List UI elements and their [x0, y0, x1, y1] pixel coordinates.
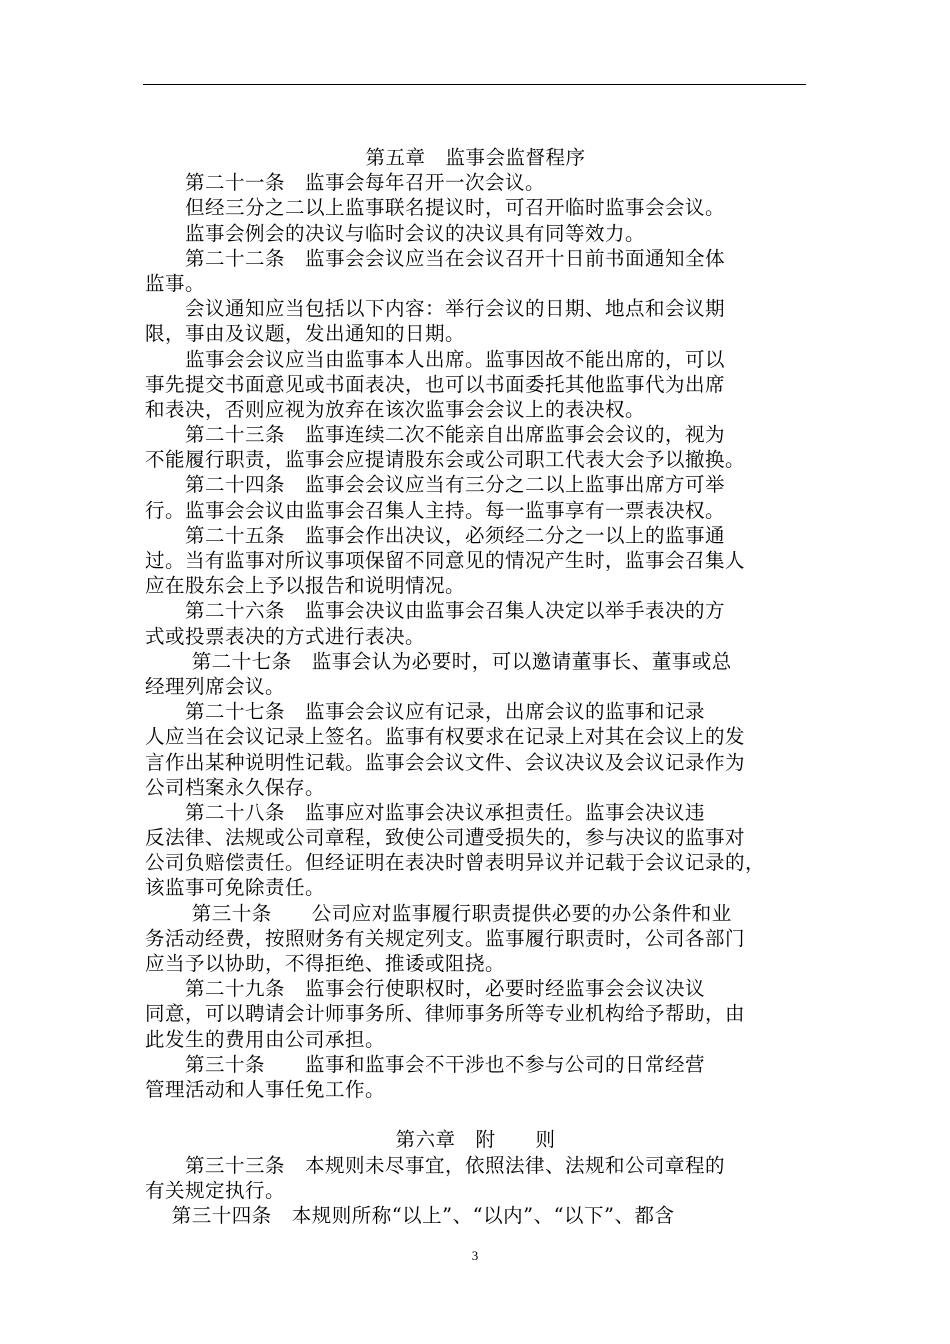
text-line: 监事会例会的决议与临时会议的决议具有同等效力。 [145, 221, 646, 245]
header-rule [143, 84, 806, 85]
text-line: 第二十六条 监事会决议由监事会召集人决定以举手表决的方 [145, 599, 726, 623]
text-line: 管理活动和人事任免工作。 [145, 1077, 386, 1101]
text-line: 公司档案永久保存。 [145, 775, 326, 799]
chapter-6-title: 第六章 附 则 [395, 1128, 556, 1152]
text-line: 反法律、法规或公司章程，致使公司遭受损失的，参与决议的监事对 [145, 826, 746, 850]
text-line: 监事。 [145, 271, 206, 295]
text-line: 第二十九条 监事会行使职权时，必要时经监事会会议决议 [145, 977, 706, 1001]
text-line: 第二十二条 监事会会议应当在会议召开十日前书面通知全体 [145, 246, 726, 270]
text-line: 第三十条 公司应对监事履行职责提供必要的办公条件和业 [145, 901, 732, 925]
text-line: 式或投票表决的方式进行表决。 [145, 624, 426, 648]
text-line: 监事会会议应当由监事本人出席。监事因故不能出席的，可以 [145, 347, 726, 371]
chapter-gap [145, 1102, 806, 1127]
page-number: 3 [471, 1248, 479, 1263]
text-line: 人应当在会议记录上签名。监事有权要求在记录上对其在会议上的发 [145, 725, 746, 749]
text-line: 事先提交书面意见或书面表决，也可以书面委托其他监事代为出席 [145, 372, 726, 396]
text-line: 行。监事会会议由监事会召集人主持。每一监事享有一票表决权。 [145, 498, 726, 522]
text-line: 第二十一条 监事会每年召开一次会议。 [145, 171, 546, 195]
text-line: 和表决，否则应视为放弃在该次监事会会议上的表决权。 [145, 397, 646, 421]
text-line: 第二十三条 监事连续二次不能亲自出席监事会会议的，视为 [145, 423, 726, 447]
text-line: 此发生的费用由公司承担。 [145, 1027, 386, 1051]
text-line: 第二十五条 监事会作出决议，必须经二分之一以上的监事通 [145, 523, 726, 547]
text-line: 公司负赔偿责任。但经证明在表决时曾表明异议并记载于会议记录的， [145, 851, 766, 875]
text-line: 务活动经费，按照财务有关规定列支。监事履行职责时，公司各部门 [145, 926, 746, 950]
text-line: 第二十四条 监事会会议应当有三分之二以上监事出席方可举 [145, 473, 726, 497]
text-line: 第二十七条 监事会会议应有记录，出席会议的监事和记录 [145, 700, 706, 724]
text-line: 但经三分之二以上监事联名提议时，可召开临时监事会会议。 [145, 196, 726, 220]
text-line: 第三十四条 本规则所称“以上”、“以内”、“以下”、都含 [145, 1203, 675, 1227]
text-line: 第三十条 监事和监事会不干涉也不参与公司的日常经营 [145, 1052, 706, 1076]
chapter-6-body [145, 1153, 806, 1229]
chapter-5-body [145, 170, 806, 1102]
chapter-5-title: 第五章 监事会监督程序 [365, 146, 586, 169]
text-line: 过。当有监事对所议事项保留不同意见的情况产生时，监事会召集人 [145, 549, 746, 572]
text-line: 不能履行职责，监事会应提请股东会或公司职工代表大会予以撤换。 [145, 448, 746, 472]
text-line: 限，事由及议题，发出通知的日期。 [145, 322, 466, 346]
text-line: 经理列席会议。 [145, 674, 286, 698]
text-line: 应在股东会上予以报告和说明情况。 [145, 574, 466, 598]
document-body [145, 145, 806, 1228]
text-line: 同意，可以聘请会计师事务所、律师事务所等专业机构给予帮助，由 [145, 1002, 746, 1026]
text-line: 应当予以协助，不得拒绝、推诿或阻挠。 [145, 952, 506, 975]
text-line: 会议通知应当包括以下内容：举行会议的日期、地点和会议期 [145, 297, 726, 321]
text-line: 言作出某种说明性记载。监事会会议文件、会议决议及会议记录作为 [145, 750, 746, 774]
text-line: 该监事可免除责任。 [145, 876, 326, 900]
text-line: 有关规定执行。 [145, 1178, 286, 1202]
text-line: 第二十八条 监事应对监事会决议承担责任。监事会决议违 [145, 800, 706, 824]
text-line: 第二十七条 监事会认为必要时，可以邀请董事长、董事或总 [145, 649, 732, 673]
text-line: 第三十三条 本规则未尽事宜，依照法律、法规和公司章程的 [145, 1153, 726, 1177]
